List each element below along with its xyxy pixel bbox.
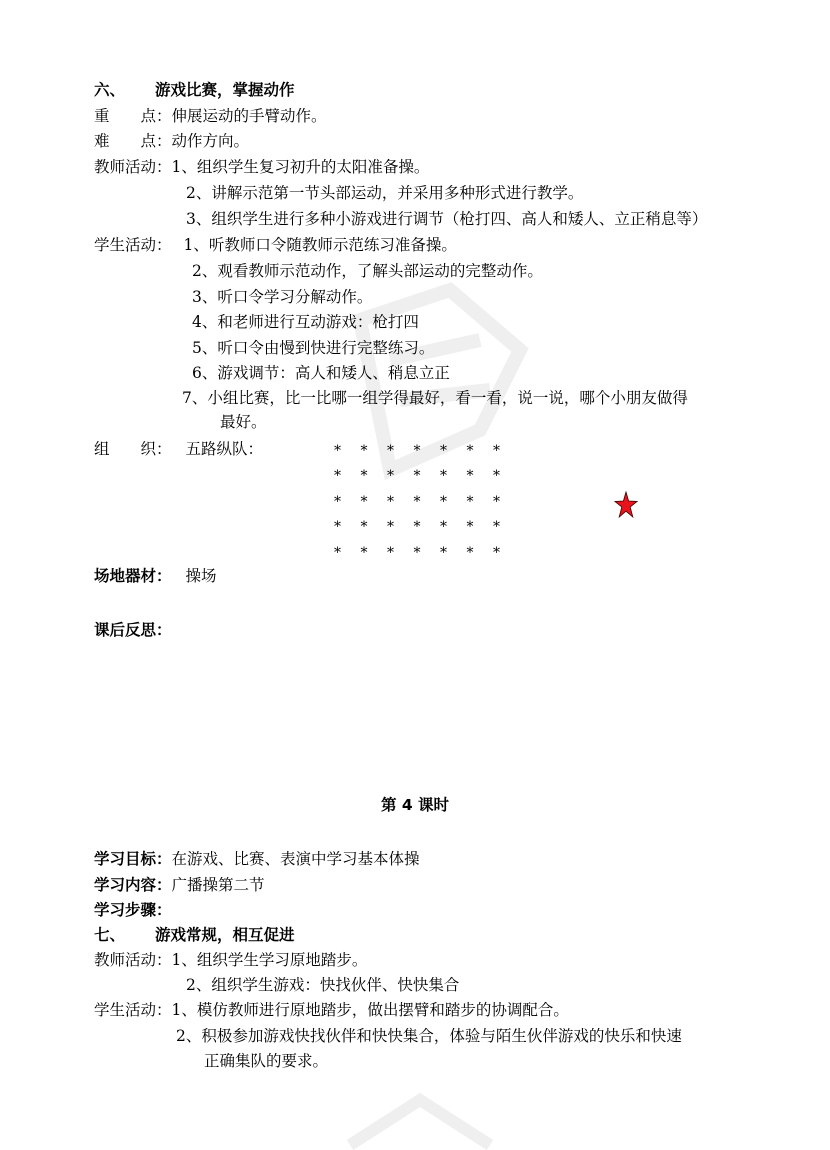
student-item-7-cont: 最好。 — [220, 413, 267, 431]
l4-teacher-item-1: 1、组织学生学习原地踏步。 — [171, 951, 368, 969]
formation-student-mark: * — [440, 493, 447, 510]
l4-teacher-label: 教师活动： — [94, 951, 172, 969]
teacher-activity-row — [94, 157, 429, 177]
goal-label: 学习目标： — [94, 850, 172, 868]
formation-student-mark: * — [493, 544, 500, 561]
formation-student-mark: * — [334, 544, 341, 561]
section6-heading-num: 六、 — [94, 81, 126, 99]
difficulty-label: 难 点： — [94, 132, 172, 150]
student-item-7: 7、小组比赛，比一比哪一组学得最好，看一看，说一说，哪个小朋友做得 — [182, 389, 688, 407]
formation-student-mark: * — [360, 519, 368, 536]
formation-row — [334, 540, 520, 566]
formation-student-mark: * — [440, 544, 447, 561]
formation-student-mark: * — [334, 468, 341, 485]
reflection-label: 课后反思： — [94, 621, 172, 639]
formation-student-mark: * — [493, 493, 500, 510]
l4-student-item-1: 1、模仿教师进行原地踏步，做出摆臂和踏步的协调配合。 — [171, 1001, 569, 1019]
formation-student-mark: * — [440, 442, 447, 459]
formation-student-mark: * — [334, 493, 341, 510]
steps-label: 学习步骤： — [94, 901, 172, 919]
teacher-item-2: 2、讲解示范第一节头部运动，并采用多种形式进行教学。 — [186, 184, 584, 202]
organization-row — [94, 439, 263, 459]
formation-student-mark: * — [360, 442, 368, 459]
formation-row — [334, 515, 520, 541]
formation-student-mark: * — [466, 468, 474, 485]
content-label: 学习内容： — [94, 876, 172, 894]
section6-heading-text: 游戏比赛，掌握动作 — [155, 81, 295, 99]
organization-label: 组 织： — [94, 440, 172, 458]
formation-student-mark: * — [334, 442, 341, 459]
l4-student-item-2-cont: 正确集队的要求。 — [204, 1052, 329, 1070]
content-text: 广播操第二节 — [171, 876, 265, 894]
section7-heading — [94, 925, 295, 945]
formation-student-mark: * — [387, 519, 394, 536]
formation-student-mark: * — [387, 468, 394, 485]
formation-grid — [334, 438, 520, 566]
formation-student-mark: * — [360, 544, 368, 561]
student-item-3: 3、听口令学习分解动作。 — [192, 288, 373, 306]
formation-student-mark: * — [493, 468, 500, 485]
key-point-label: 重 点： — [94, 107, 172, 125]
venue-label: 场地器材： — [94, 567, 172, 585]
formation-student-mark: * — [387, 442, 394, 459]
teacher-item-1: 1、组织学生复习初升的太阳准备操。 — [171, 158, 430, 176]
student-item-5: 5、听口令由慢到快进行完整练习。 — [192, 339, 435, 357]
formation-student-mark: * — [413, 442, 421, 459]
formation-student-mark: * — [413, 544, 421, 561]
l4-student-row — [94, 1000, 569, 1020]
goal-row — [94, 849, 420, 869]
section7-heading-num: 七、 — [94, 926, 126, 944]
formation-row — [334, 438, 520, 464]
formation-student-mark: * — [466, 493, 474, 510]
formation-student-mark: * — [413, 468, 421, 485]
key-point-text: 伸展运动的手臂动作。 — [171, 107, 327, 125]
l4-student-label: 学生活动： — [94, 1001, 172, 1019]
venue-row — [94, 566, 217, 586]
formation-student-mark: * — [387, 493, 394, 510]
student-item-6: 6、游戏调节：高人和矮人、稍息立正 — [192, 364, 450, 382]
section7-heading-text: 游戏常规，相互促进 — [155, 926, 295, 944]
student-item-2: 2、观看教师示范动作，了解头部运动的完整动作。 — [192, 262, 543, 280]
formation-student-mark: * — [466, 519, 474, 536]
content-row — [94, 875, 265, 895]
teacher-activity-label: 教师活动： — [94, 158, 172, 176]
formation-student-mark: * — [360, 493, 368, 510]
student-item-1: 1、听教师口令随教师示范练习准备操。 — [183, 236, 457, 254]
formation-student-mark: * — [466, 442, 474, 459]
formation-student-mark: * — [413, 519, 421, 536]
formation-student-mark: * — [493, 519, 500, 536]
student-activity-row — [94, 235, 457, 255]
l4-student-item-2: 2、积极参加游戏快找伙伴和快快集合，体验与陌生伙伴游戏的快乐和快速 — [176, 1027, 682, 1045]
formation-student-mark: * — [413, 493, 421, 510]
organization-text: 五路纵队： — [185, 440, 264, 458]
goal-text: 在游戏、比赛、表演中学习基本体操 — [171, 850, 420, 868]
teacher-item-3: 3、组织学生进行多种小游戏进行调节（枪打四、高人和矮人、立正稍息等） — [186, 210, 708, 228]
l4-teacher-item-2: 2、组织学生游戏：快找伙伴、快快集合 — [186, 976, 460, 994]
difficulty-text: 动作方向。 — [171, 132, 250, 150]
formation-student-mark: * — [440, 519, 447, 536]
teacher-position-star-icon — [614, 491, 638, 519]
formation-row — [334, 489, 520, 515]
difficulty-row — [94, 131, 249, 151]
student-item-4: 4、和老师进行互动游戏：枪打四 — [192, 313, 419, 331]
formation-student-mark: * — [387, 544, 394, 561]
student-activity-label: 学生活动： — [94, 236, 172, 254]
watermark-graphic-bottom — [330, 1090, 510, 1150]
formation-student-mark: * — [334, 519, 341, 536]
formation-student-mark: * — [493, 442, 500, 459]
section6-heading — [94, 80, 295, 100]
key-point-row — [94, 106, 327, 126]
formation-student-mark: * — [360, 468, 368, 485]
lesson-title: 第 4 课时 — [380, 796, 450, 814]
venue-text: 操场 — [185, 567, 217, 585]
formation-student-mark: * — [466, 544, 474, 561]
formation-student-mark: * — [440, 468, 447, 485]
formation-row — [334, 464, 520, 490]
l4-teacher-row — [94, 950, 367, 970]
